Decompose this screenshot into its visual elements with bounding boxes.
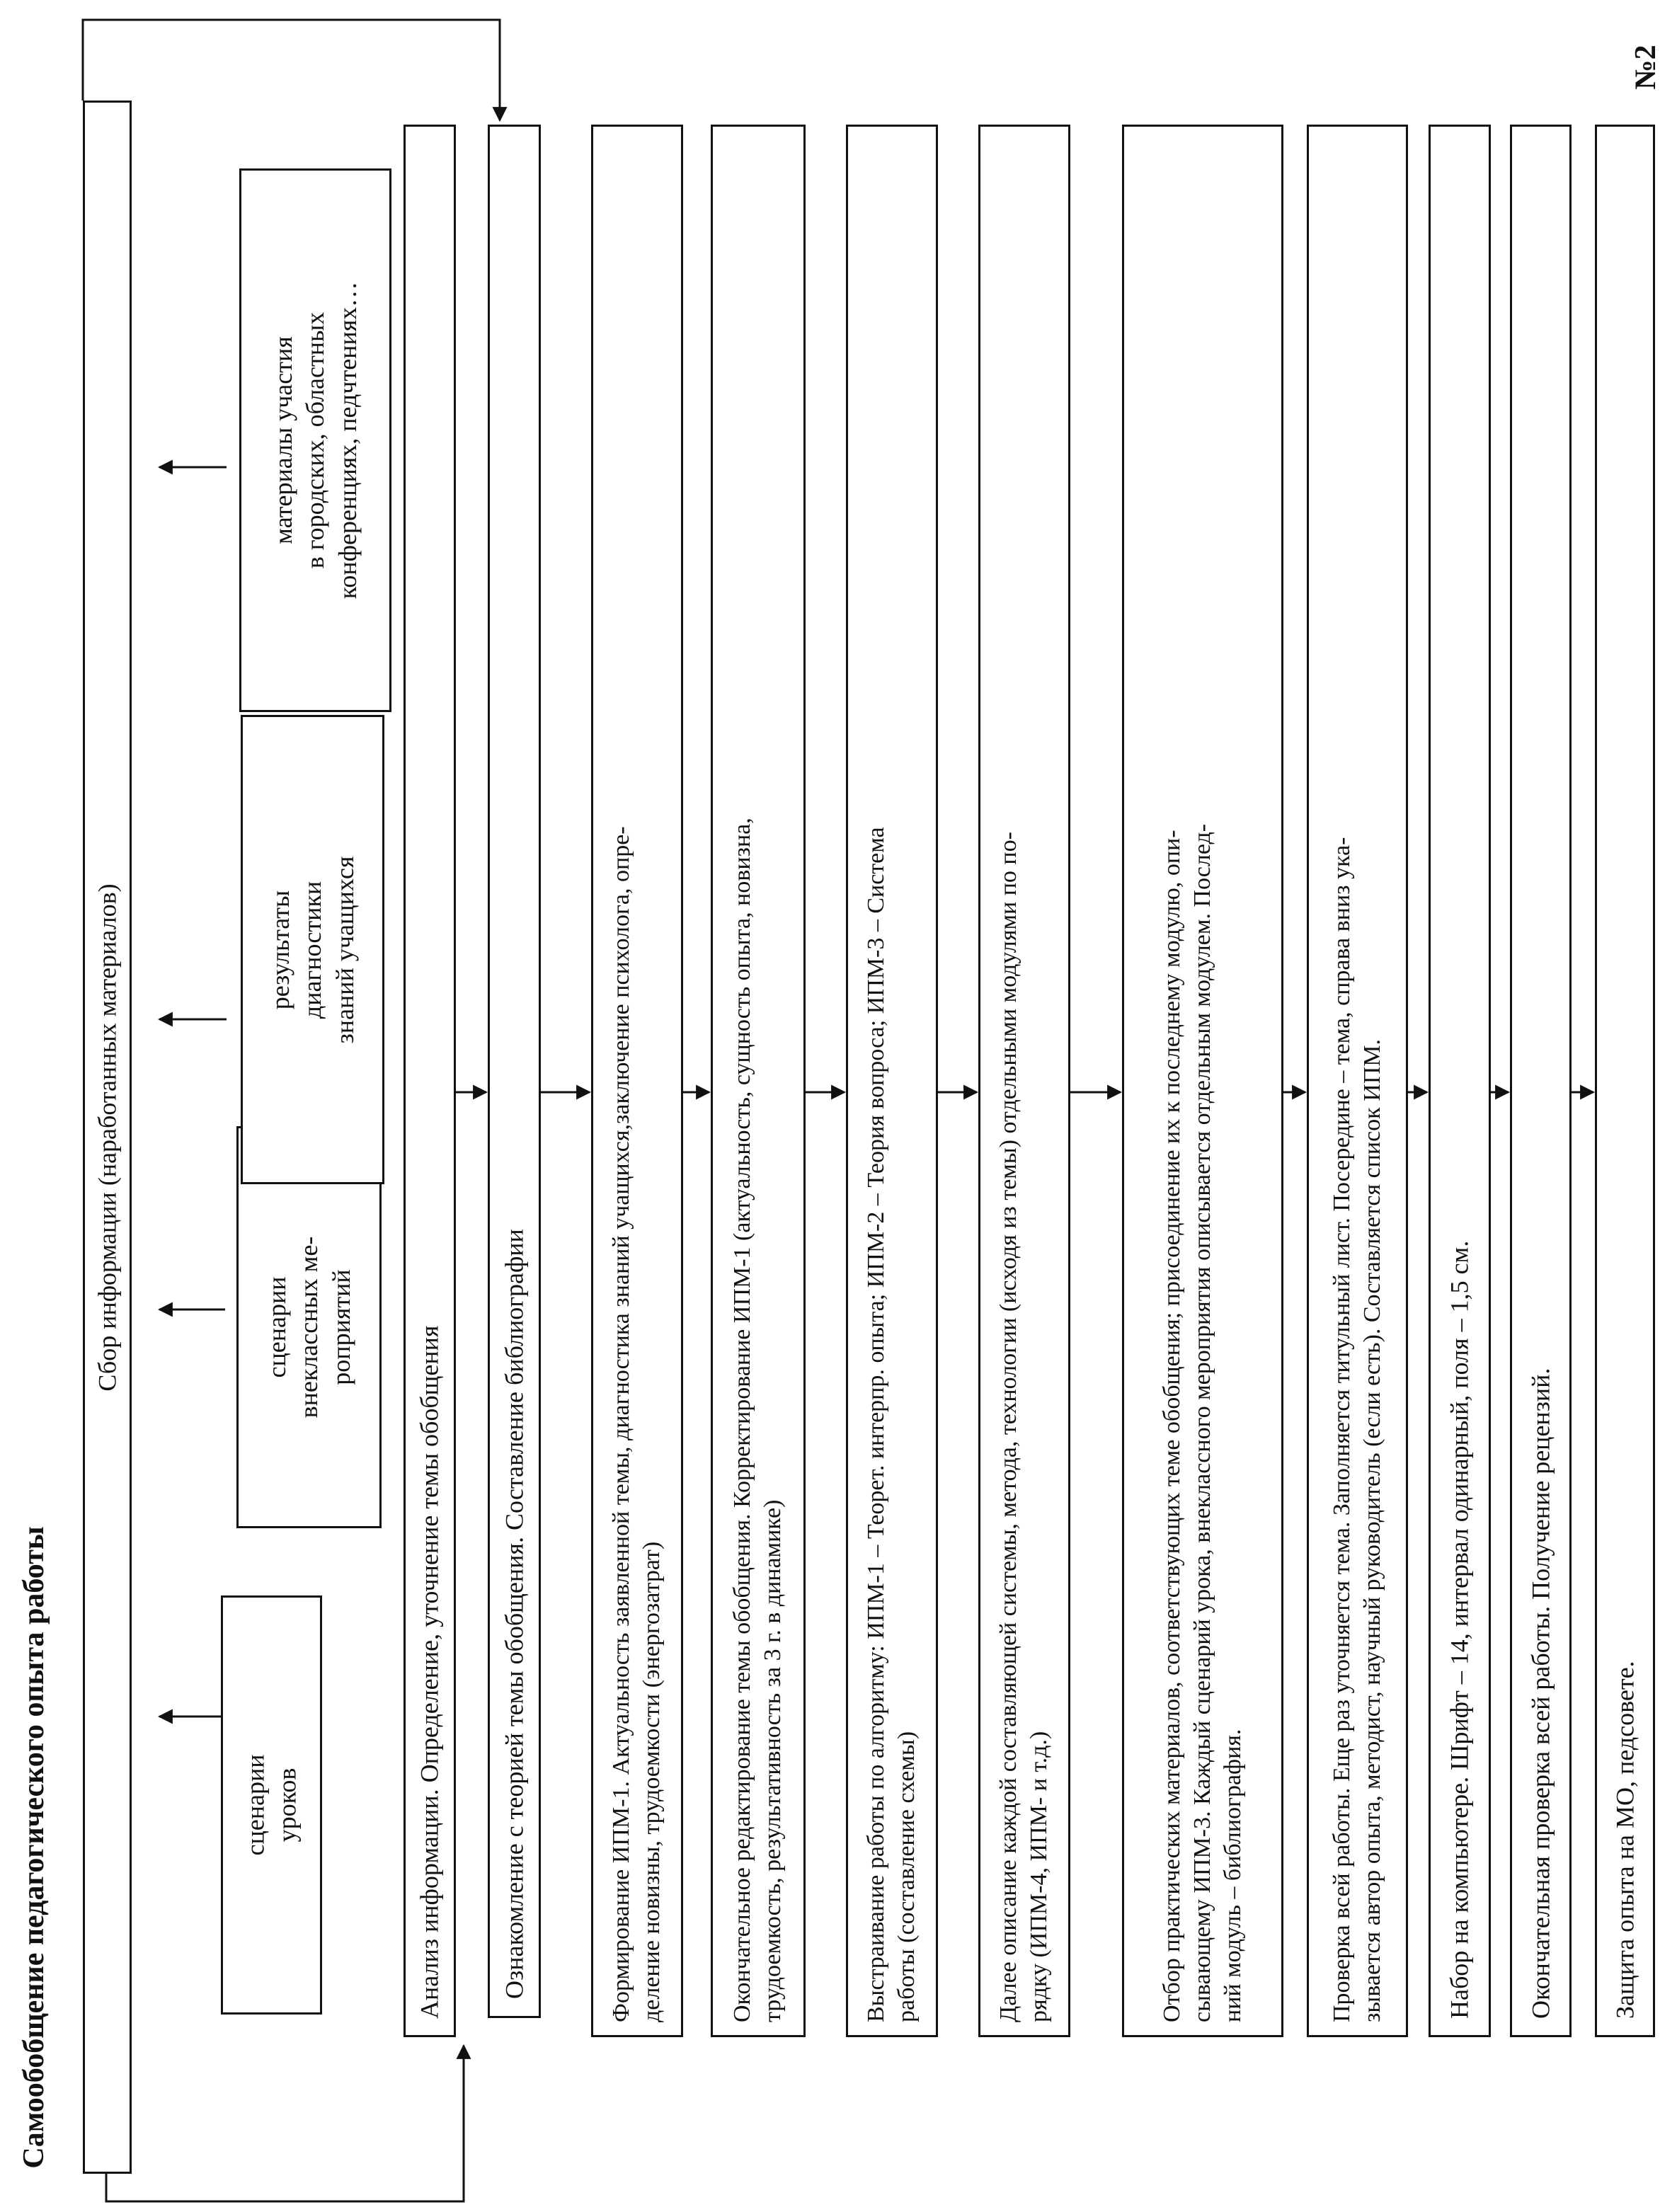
step-2-box: Ознакомление с теорией темы обобщения. Составление библиографии — [488, 125, 541, 2018]
page-title: Самообобщение педагогического опыта работы — [18, 1526, 50, 2169]
step-9-box: Набор на компьютере. Шрифт – 14, интервал одинарный, поля – 1,5 см. — [1429, 125, 1491, 2037]
step-3-box: Формирование ИПМ-1. Актуальность заявленной темы, диагностика знаний учащихся,заключение психолога, опре- деление новизны, трудоемкости (энергозатрат) — [591, 125, 683, 2037]
material-box-diagnostics: результаты диагностики знаний учащихся — [241, 715, 384, 1184]
collect-info-box: Сбор информации (наработанных материалов) — [83, 101, 132, 2174]
material-box-lesson-scripts: сценарии уроков — [221, 1595, 322, 2015]
step-10-box: Окончательная проверка всей работы. Получение рецензий. — [1510, 125, 1572, 2037]
loop-top-to-step-2 — [83, 20, 500, 120]
page-number: №2 — [1630, 45, 1662, 90]
step-5-box: Выстраивание работы по алгоритму: ИПМ-1 – Теорет. интерпр. опыта; ИПМ-2 – Теория вопроса; ИПМ-3 – Система работы (составление схемы) — [846, 125, 938, 2037]
material-box-extracurricular: сценарии внеклассных ме- роприятий — [236, 1126, 382, 1528]
loop-bottom-to-step-1 — [106, 2046, 464, 2201]
step-6-box: Далее описание каждой составляющей системы, метода, технологии (исходя из темы) отдельными модулями по по- рядку (ИПМ-4, ИПМ- и т.д.) — [978, 125, 1070, 2037]
step-4-box: Окончательное редактирование темы обобщения. Корректирование ИПМ-1 (актуальность, сущность опыта, новизна, трудоемкость, результативность за 3 г. в динамике) — [711, 125, 806, 2037]
step-8-box: Проверка всей работы. Еще раз уточняется тема. Заполняется титульный лист. Посередине – тема, справа вниз ука- зывается автор опыта, методист, научный руководитель (если есть). Составляется список ИПМ. — [1307, 125, 1408, 2037]
step-1-box: Анализ информации. Определение, уточнение темы обобщения — [403, 125, 456, 2037]
step-7-box: Отбор практических материалов, соответствующих теме обобщения; присоединение их к последнему модулю, опи- сывающему ИПМ-3. Каждый сценарий урока, внеклассного мероприятия описывается отдельным модулем. Послед- ний модуль – библиография. — [1122, 125, 1283, 2037]
material-box-conferences: материалы участия в городских, областных конференциях, педчтениях… — [239, 168, 391, 712]
step-11-box: Защита опыта на МО, педсовете. — [1595, 125, 1655, 2037]
